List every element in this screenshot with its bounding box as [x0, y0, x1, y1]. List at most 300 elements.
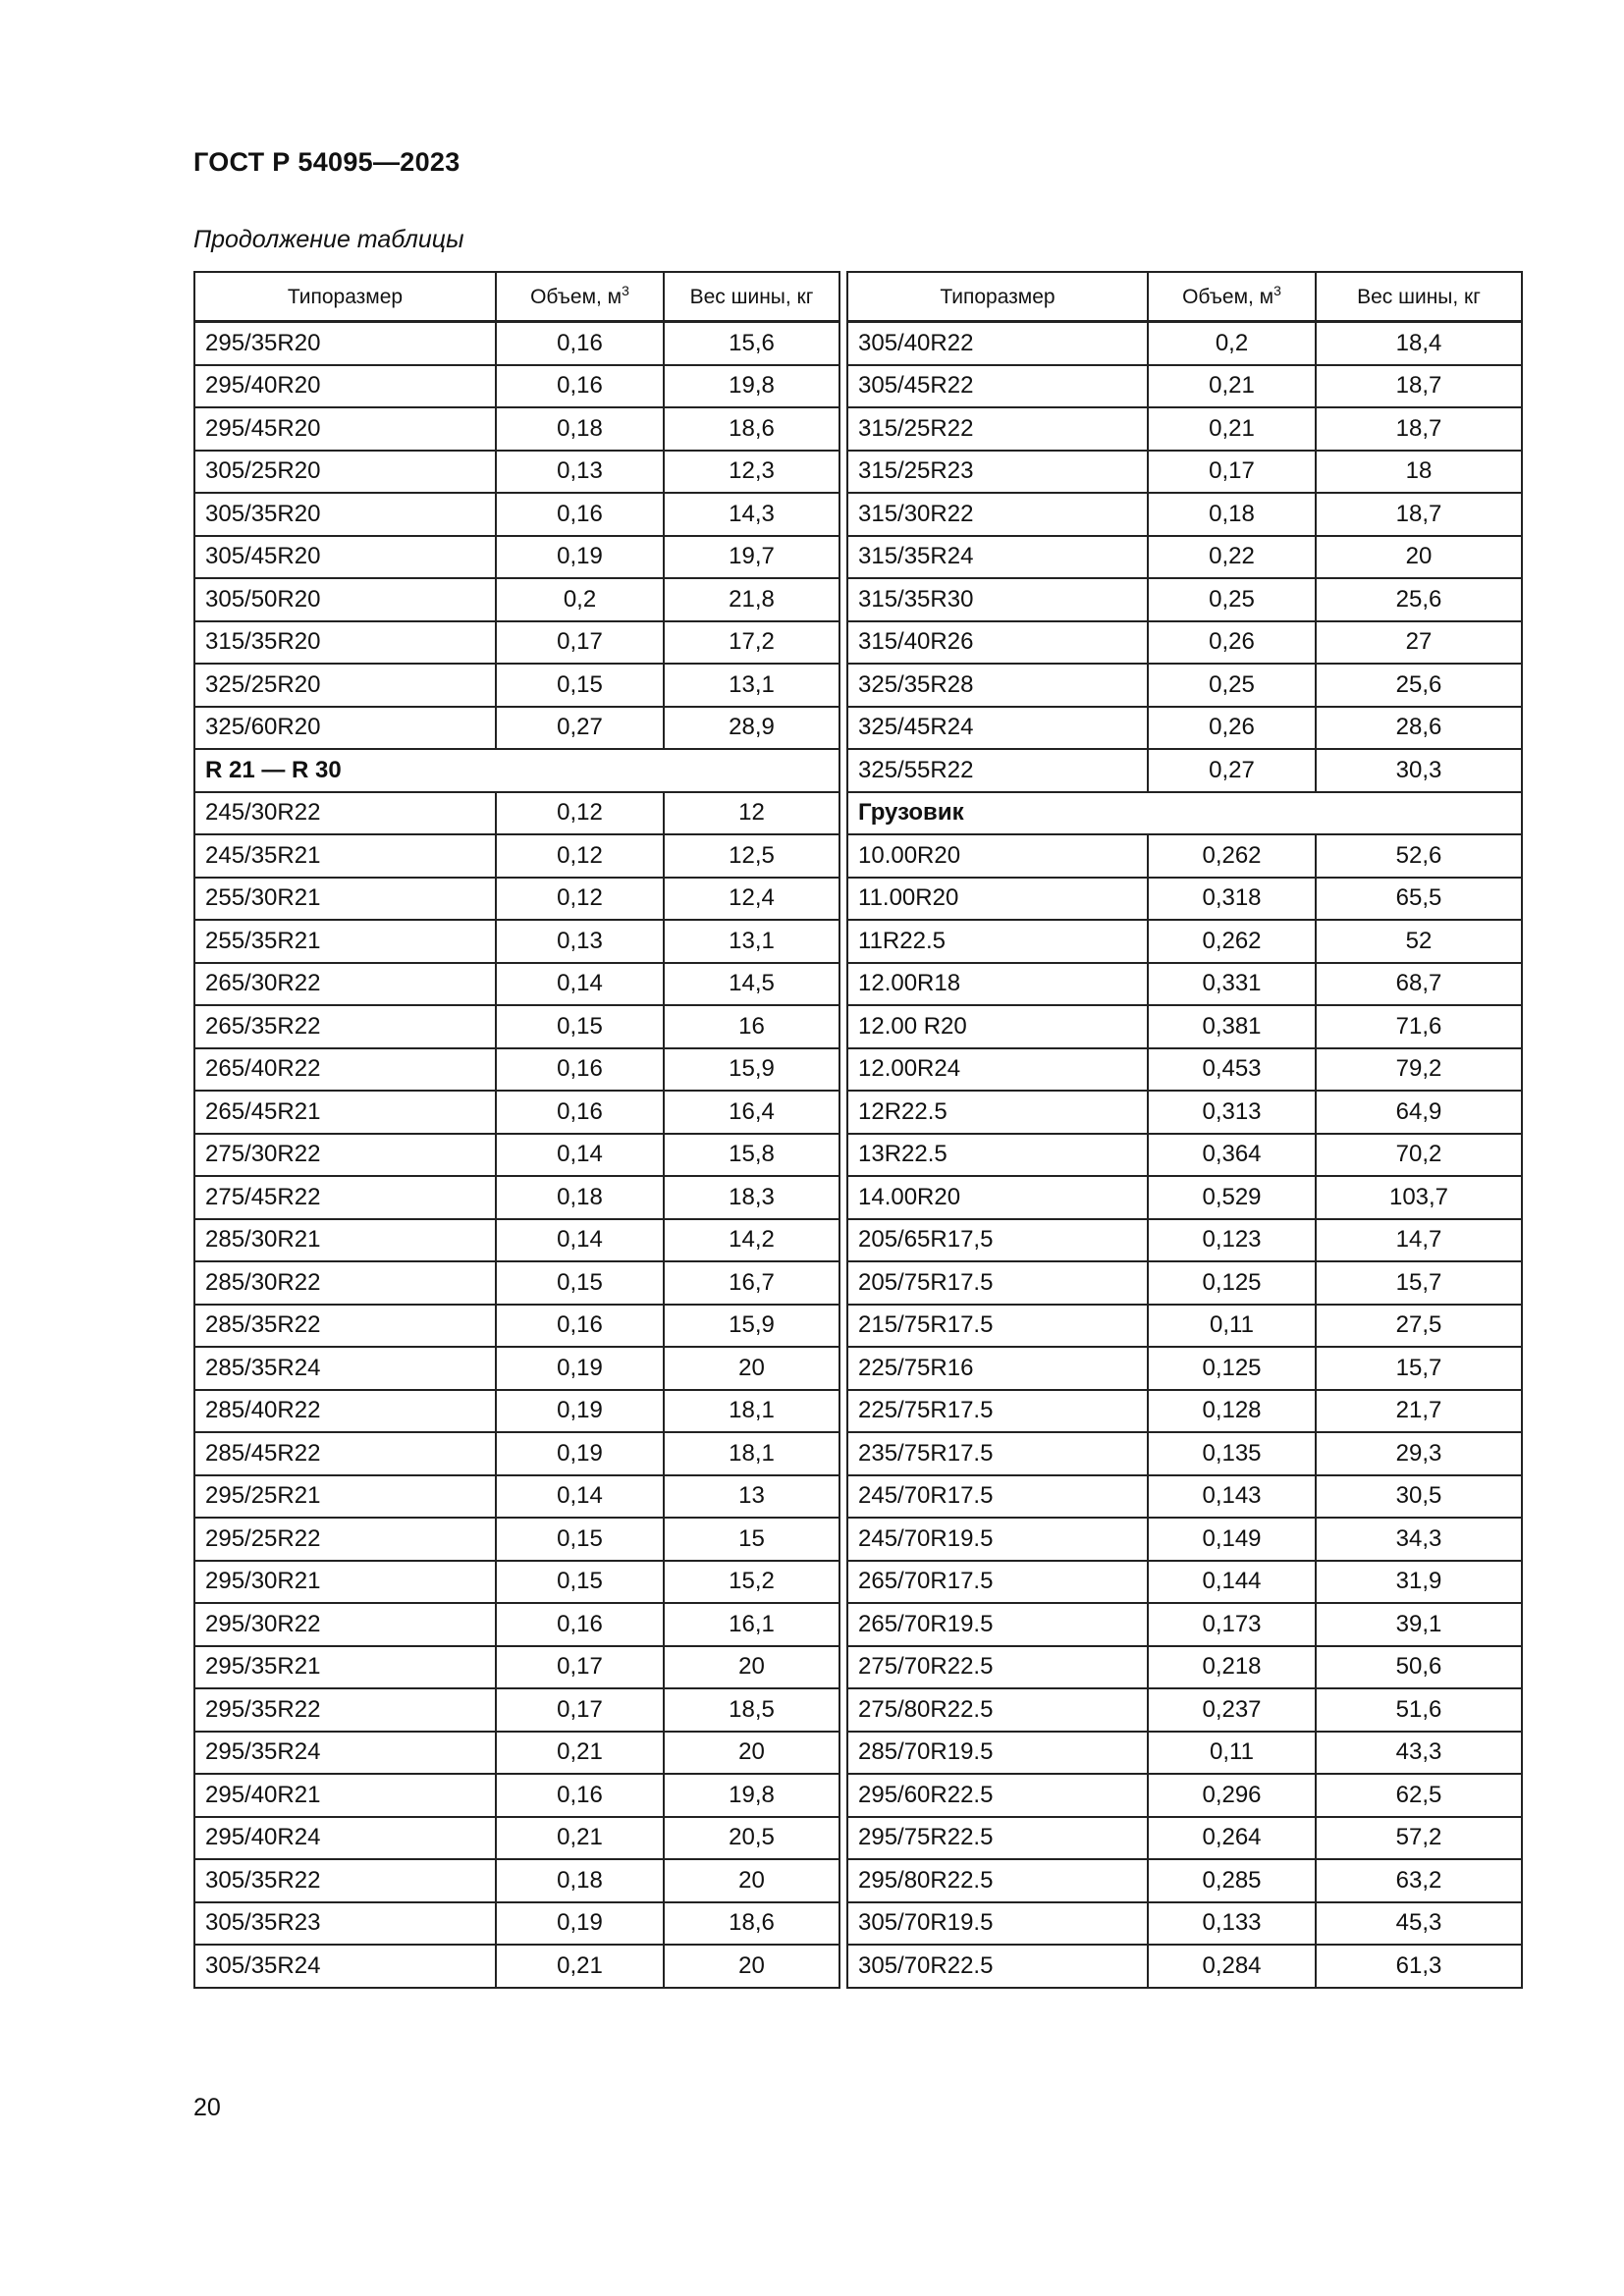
- cell-size: 265/30R22: [194, 963, 496, 1006]
- cell-weight: 12,5: [664, 834, 839, 878]
- cell-volume: 0,19: [496, 1432, 664, 1475]
- cell-volume: 0,25: [1148, 664, 1316, 707]
- cell-weight: 50,6: [1316, 1646, 1522, 1689]
- cell-volume: 0,296: [1148, 1774, 1316, 1817]
- table-row: [847, 1688, 1522, 1732]
- table-row: [194, 1261, 839, 1305]
- cell-size: 315/35R30: [847, 578, 1148, 621]
- cell-volume: 0,144: [1148, 1561, 1316, 1604]
- cell-weight: 19,7: [664, 536, 839, 579]
- table-row: [194, 1561, 839, 1604]
- cell-size: 295/40R21: [194, 1774, 496, 1817]
- table-header-row: [194, 272, 839, 322]
- cell-size: 305/70R19.5: [847, 1902, 1148, 1946]
- table-row: [194, 1603, 839, 1646]
- section-label: R 21 — R 30: [194, 749, 839, 792]
- cell-size: 325/55R22: [847, 749, 1148, 792]
- cell-weight: 20: [664, 1732, 839, 1775]
- cell-size: 295/25R22: [194, 1518, 496, 1561]
- cell-size: 325/35R28: [847, 664, 1148, 707]
- cell-size: 305/25R20: [194, 451, 496, 494]
- cell-volume: 0,173: [1148, 1603, 1316, 1646]
- cell-volume: 0,19: [496, 1390, 664, 1433]
- cell-volume: 0,318: [1148, 878, 1316, 921]
- table-row: [847, 1134, 1522, 1177]
- cell-volume: 0,21: [496, 1817, 664, 1860]
- table-row: [194, 1817, 839, 1860]
- cell-size: 305/70R22.5: [847, 1945, 1148, 1988]
- cell-weight: 20: [664, 1859, 839, 1902]
- cell-size: 255/30R21: [194, 878, 496, 921]
- cell-weight: 29,3: [1316, 1432, 1522, 1475]
- cell-size: 295/40R20: [194, 365, 496, 408]
- cell-size: 325/25R20: [194, 664, 496, 707]
- cell-size: 305/35R23: [194, 1902, 496, 1946]
- table-row: [847, 1817, 1522, 1860]
- cell-size: 215/75R17.5: [847, 1305, 1148, 1348]
- cell-volume: 0,2: [496, 578, 664, 621]
- cell-volume: 0,15: [496, 1005, 664, 1048]
- cell-volume: 0,264: [1148, 1817, 1316, 1860]
- cell-size: 275/45R22: [194, 1176, 496, 1219]
- cell-volume: 0,22: [1148, 536, 1316, 579]
- cell-size: 275/70R22.5: [847, 1646, 1148, 1689]
- cell-weight: 14,3: [664, 493, 839, 536]
- table-row: [194, 1305, 839, 1348]
- table-row: [847, 1261, 1522, 1305]
- cell-size: 305/35R24: [194, 1945, 496, 1988]
- cell-size: 295/80R22.5: [847, 1859, 1148, 1902]
- table-row: [847, 1859, 1522, 1902]
- column-header-volume: Объем, $м^3$: [1148, 272, 1316, 322]
- cell-weight: 19,8: [664, 365, 839, 408]
- cell-size: 205/75R17.5: [847, 1261, 1148, 1305]
- column-header-size: Типоразмер: [194, 272, 496, 322]
- cell-size: 245/35R21: [194, 834, 496, 878]
- cell-weight: 30,5: [1316, 1475, 1522, 1519]
- cell-size: 11.00R20: [847, 878, 1148, 921]
- cell-volume: 0,26: [1148, 707, 1316, 750]
- cell-weight: 15,6: [664, 322, 839, 365]
- cell-size: 265/35R22: [194, 1005, 496, 1048]
- cell-weight: 18,1: [664, 1390, 839, 1433]
- cell-volume: 0,262: [1148, 920, 1316, 963]
- table-row: [847, 963, 1522, 1006]
- tire-table-left: [193, 271, 840, 1989]
- cell-volume: 0,19: [496, 536, 664, 579]
- cell-volume: 0,21: [1148, 365, 1316, 408]
- cell-weight: 15,8: [664, 1134, 839, 1177]
- cell-size: 265/45R21: [194, 1091, 496, 1134]
- cell-weight: 15,9: [664, 1305, 839, 1348]
- column-header-size: Типоразмер: [847, 272, 1148, 322]
- cell-volume: 0,218: [1148, 1646, 1316, 1689]
- cell-volume: 0,284: [1148, 1945, 1316, 1988]
- table-row: [194, 578, 839, 621]
- cell-size: 295/35R21: [194, 1646, 496, 1689]
- table-continuation-caption: Продолжение таблицы: [193, 226, 464, 253]
- cell-size: 295/75R22.5: [847, 1817, 1148, 1860]
- cell-weight: 18,3: [664, 1176, 839, 1219]
- cell-weight: 18,4: [1316, 322, 1522, 365]
- cell-weight: 57,2: [1316, 1817, 1522, 1860]
- cell-size: 295/30R22: [194, 1603, 496, 1646]
- cell-weight: 12,3: [664, 451, 839, 494]
- table-row: [847, 1646, 1522, 1689]
- cell-volume: 0,13: [496, 920, 664, 963]
- cell-weight: 20: [1316, 536, 1522, 579]
- cell-weight: 79,2: [1316, 1048, 1522, 1092]
- cell-volume: 0,16: [496, 322, 664, 365]
- cell-weight: 62,5: [1316, 1774, 1522, 1817]
- tire-table-right: [846, 271, 1523, 1989]
- cell-weight: 16,1: [664, 1603, 839, 1646]
- cell-weight: 65,5: [1316, 878, 1522, 921]
- table-row: [194, 1902, 839, 1946]
- table-row: [194, 1219, 839, 1262]
- table-row: [194, 707, 839, 750]
- table-row: [847, 1347, 1522, 1390]
- table-row: [847, 1219, 1522, 1262]
- cell-volume: 0,12: [496, 878, 664, 921]
- cell-weight: 18: [1316, 451, 1522, 494]
- table-row: [847, 407, 1522, 451]
- cell-weight: 103,7: [1316, 1176, 1522, 1219]
- table-row: [847, 1390, 1522, 1433]
- cell-weight: 14,5: [664, 963, 839, 1006]
- cell-size: 315/40R26: [847, 621, 1148, 665]
- cell-weight: 34,3: [1316, 1518, 1522, 1561]
- table-row: [847, 621, 1522, 665]
- table-row: [194, 1048, 839, 1092]
- cell-weight: 43,3: [1316, 1732, 1522, 1775]
- cell-size: 285/40R22: [194, 1390, 496, 1433]
- cell-volume: 0,529: [1148, 1176, 1316, 1219]
- cell-volume: 0,237: [1148, 1688, 1316, 1732]
- cell-size: 305/45R22: [847, 365, 1148, 408]
- cell-size: 285/30R21: [194, 1219, 496, 1262]
- cell-volume: 0,14: [496, 963, 664, 1006]
- page-number: 20: [193, 2094, 221, 2121]
- cell-weight: 15,2: [664, 1561, 839, 1604]
- cell-volume: 0,16: [496, 1048, 664, 1092]
- cell-weight: 21,8: [664, 578, 839, 621]
- cell-weight: 18,5: [664, 1688, 839, 1732]
- cell-weight: 13,1: [664, 664, 839, 707]
- cell-size: 305/50R20: [194, 578, 496, 621]
- table-row: [847, 664, 1522, 707]
- cell-volume: 0,21: [1148, 407, 1316, 451]
- cell-weight: 28,9: [664, 707, 839, 750]
- cell-size: 205/65R17,5: [847, 1219, 1148, 1262]
- table-row: [194, 1134, 839, 1177]
- table-row: [847, 1005, 1522, 1048]
- cell-volume: 0,453: [1148, 1048, 1316, 1092]
- cell-size: 315/25R23: [847, 451, 1148, 494]
- table-row: [194, 792, 839, 835]
- table-row: [847, 1432, 1522, 1475]
- cell-volume: 0,313: [1148, 1091, 1316, 1134]
- cell-volume: 0,15: [496, 1561, 664, 1604]
- table-row: [847, 749, 1522, 792]
- cell-size: 255/35R21: [194, 920, 496, 963]
- cell-volume: 0,17: [496, 621, 664, 665]
- cell-size: 295/45R20: [194, 407, 496, 451]
- cell-volume: 0,18: [496, 407, 664, 451]
- cell-volume: 0,16: [496, 1774, 664, 1817]
- cell-size: 245/30R22: [194, 792, 496, 835]
- table-row: [847, 1091, 1522, 1134]
- cell-size: 315/35R24: [847, 536, 1148, 579]
- cell-volume: 0,26: [1148, 621, 1316, 665]
- cell-volume: 0,19: [496, 1902, 664, 1946]
- cell-volume: 0,16: [496, 1305, 664, 1348]
- cell-weight: 13,1: [664, 920, 839, 963]
- table-row: [194, 1176, 839, 1219]
- cell-size: 12.00R18: [847, 963, 1148, 1006]
- table-header-row: [847, 272, 1522, 322]
- cell-weight: 39,1: [1316, 1603, 1522, 1646]
- cell-weight: 14,7: [1316, 1219, 1522, 1262]
- table-row: [194, 621, 839, 665]
- cell-weight: 21,7: [1316, 1390, 1522, 1433]
- cell-volume: 0,17: [496, 1688, 664, 1732]
- cell-volume: 0,15: [496, 1518, 664, 1561]
- table-body-right: [847, 322, 1522, 1988]
- cell-weight: 25,6: [1316, 578, 1522, 621]
- cell-size: 265/70R19.5: [847, 1603, 1148, 1646]
- table-row: [194, 1688, 839, 1732]
- table-row: [194, 834, 839, 878]
- cell-size: 265/40R22: [194, 1048, 496, 1092]
- cell-volume: 0,285: [1148, 1859, 1316, 1902]
- cell-volume: 0,364: [1148, 1134, 1316, 1177]
- cell-weight: 16: [664, 1005, 839, 1048]
- cell-volume: 0,17: [496, 1646, 664, 1689]
- cell-volume: 0,12: [496, 834, 664, 878]
- table-row: [194, 878, 839, 921]
- cell-weight: 28,6: [1316, 707, 1522, 750]
- cell-size: 295/30R21: [194, 1561, 496, 1604]
- cell-size: 325/45R24: [847, 707, 1148, 750]
- cell-weight: 68,7: [1316, 963, 1522, 1006]
- cell-weight: 27,5: [1316, 1305, 1522, 1348]
- cell-weight: 12,4: [664, 878, 839, 921]
- table-row: [194, 536, 839, 579]
- table-row: [194, 963, 839, 1006]
- column-header-weight: Вес шины, кг: [664, 272, 839, 322]
- cell-weight: 27: [1316, 621, 1522, 665]
- table-row: [847, 707, 1522, 750]
- cell-size: 285/35R24: [194, 1347, 496, 1390]
- cell-weight: 15,7: [1316, 1347, 1522, 1390]
- table-row: [847, 1945, 1522, 1988]
- cell-weight: 12: [664, 792, 839, 835]
- cell-size: 11R22.5: [847, 920, 1148, 963]
- cell-weight: 18,6: [664, 1902, 839, 1946]
- cell-weight: 18,7: [1316, 407, 1522, 451]
- cell-volume: 0,125: [1148, 1261, 1316, 1305]
- cell-weight: 20: [664, 1347, 839, 1390]
- cell-weight: 25,6: [1316, 664, 1522, 707]
- cell-size: 13R22.5: [847, 1134, 1148, 1177]
- table-row: [194, 1774, 839, 1817]
- cell-size: 235/75R17.5: [847, 1432, 1148, 1475]
- cell-weight: 20: [664, 1646, 839, 1689]
- cell-size: 325/60R20: [194, 707, 496, 750]
- document-header: ГОСТ Р 54095—2023: [193, 147, 460, 177]
- section-row: [194, 749, 839, 792]
- cell-volume: 0,123: [1148, 1219, 1316, 1262]
- cell-volume: 0,12: [496, 792, 664, 835]
- cell-size: 12R22.5: [847, 1091, 1148, 1134]
- cell-volume: 0,14: [496, 1219, 664, 1262]
- cell-volume: 0,149: [1148, 1518, 1316, 1561]
- table-row: [194, 664, 839, 707]
- cell-size: 295/60R22.5: [847, 1774, 1148, 1817]
- cell-size: 315/35R20: [194, 621, 496, 665]
- cell-volume: 0,14: [496, 1134, 664, 1177]
- column-header-volume: Объем, $м^3$: [496, 272, 664, 322]
- table-row: [194, 1646, 839, 1689]
- cell-volume: 0,125: [1148, 1347, 1316, 1390]
- cell-weight: 13: [664, 1475, 839, 1519]
- cell-weight: 18,6: [664, 407, 839, 451]
- cell-weight: 52,6: [1316, 834, 1522, 878]
- table-row: [194, 1432, 839, 1475]
- cell-volume: 0,18: [496, 1176, 664, 1219]
- cell-size: 295/35R22: [194, 1688, 496, 1732]
- cell-volume: 0,14: [496, 1475, 664, 1519]
- table-row: [847, 451, 1522, 494]
- table-row: [847, 493, 1522, 536]
- cell-weight: 52: [1316, 920, 1522, 963]
- cell-weight: 17,2: [664, 621, 839, 665]
- table-row: [847, 1518, 1522, 1561]
- table-row: [847, 1732, 1522, 1775]
- cell-volume: 0,15: [496, 664, 664, 707]
- cell-weight: 30,3: [1316, 749, 1522, 792]
- table-body-left: [194, 322, 839, 1988]
- table-row: [194, 1390, 839, 1433]
- cell-size: 275/80R22.5: [847, 1688, 1148, 1732]
- table-row: [847, 536, 1522, 579]
- cell-size: 225/75R16: [847, 1347, 1148, 1390]
- cell-volume: 0,143: [1148, 1475, 1316, 1519]
- cell-size: 12.00 R20: [847, 1005, 1148, 1048]
- cell-weight: 45,3: [1316, 1902, 1522, 1946]
- cell-size: 295/35R24: [194, 1732, 496, 1775]
- table-row: [194, 1945, 839, 1988]
- section-row: [847, 792, 1522, 835]
- cell-volume: 0,135: [1148, 1432, 1316, 1475]
- cell-size: 10.00R20: [847, 834, 1148, 878]
- cell-size: 285/70R19.5: [847, 1732, 1148, 1775]
- cell-weight: 15,9: [664, 1048, 839, 1092]
- cell-weight: 71,6: [1316, 1005, 1522, 1048]
- cell-size: 315/30R22: [847, 493, 1148, 536]
- cell-size: 275/30R22: [194, 1134, 496, 1177]
- cell-volume: 0,331: [1148, 963, 1316, 1006]
- cell-size: 265/70R17.5: [847, 1561, 1148, 1604]
- cell-volume: 0,16: [496, 493, 664, 536]
- cell-weight: 64,9: [1316, 1091, 1522, 1134]
- cell-volume: 0,21: [496, 1945, 664, 1988]
- cell-volume: 0,21: [496, 1732, 664, 1775]
- table-row: [194, 493, 839, 536]
- table-row: [847, 878, 1522, 921]
- cell-weight: 16,4: [664, 1091, 839, 1134]
- table-row: [194, 1347, 839, 1390]
- cell-size: 285/45R22: [194, 1432, 496, 1475]
- cell-weight: 20: [664, 1945, 839, 1988]
- table-row: [194, 1518, 839, 1561]
- table-row: [847, 322, 1522, 365]
- cell-size: 225/75R17.5: [847, 1390, 1148, 1433]
- table-row: [847, 1176, 1522, 1219]
- cell-size: 295/35R20: [194, 322, 496, 365]
- table-row: [847, 1774, 1522, 1817]
- cell-volume: 0,13: [496, 451, 664, 494]
- cell-size: 305/35R20: [194, 493, 496, 536]
- cell-weight: 31,9: [1316, 1561, 1522, 1604]
- tire-tables: [193, 271, 1519, 1989]
- cell-volume: 0,2: [1148, 322, 1316, 365]
- table-row: [194, 920, 839, 963]
- cell-size: 245/70R19.5: [847, 1518, 1148, 1561]
- cell-size: 305/45R20: [194, 536, 496, 579]
- table-row: [194, 1859, 839, 1902]
- cell-volume: 0,25: [1148, 578, 1316, 621]
- cell-size: 295/40R24: [194, 1817, 496, 1860]
- cell-size: 285/30R22: [194, 1261, 496, 1305]
- table-row: [847, 834, 1522, 878]
- cell-weight: 15,7: [1316, 1261, 1522, 1305]
- cell-volume: 0,16: [496, 1603, 664, 1646]
- cell-weight: 20,5: [664, 1817, 839, 1860]
- cell-weight: 18,7: [1316, 365, 1522, 408]
- cell-weight: 18,1: [664, 1432, 839, 1475]
- table-row: [194, 365, 839, 408]
- cell-weight: 19,8: [664, 1774, 839, 1817]
- table-row: [194, 1732, 839, 1775]
- table-row: [847, 1561, 1522, 1604]
- cell-volume: 0,18: [496, 1859, 664, 1902]
- cell-size: 285/35R22: [194, 1305, 496, 1348]
- table-row: [847, 1603, 1522, 1646]
- table-row: [847, 1475, 1522, 1519]
- table-row: [847, 1902, 1522, 1946]
- cell-weight: 61,3: [1316, 1945, 1522, 1988]
- cell-size: 245/70R17.5: [847, 1475, 1148, 1519]
- cell-weight: 70,2: [1316, 1134, 1522, 1177]
- cell-volume: 0,18: [1148, 493, 1316, 536]
- table-row: [194, 407, 839, 451]
- table-row: [194, 1091, 839, 1134]
- cell-size: 305/40R22: [847, 322, 1148, 365]
- cell-volume: 0,16: [496, 1091, 664, 1134]
- cell-weight: 14,2: [664, 1219, 839, 1262]
- cell-size: 12.00R24: [847, 1048, 1148, 1092]
- cell-size: 315/25R22: [847, 407, 1148, 451]
- cell-volume: 0,262: [1148, 834, 1316, 878]
- cell-volume: 0,17: [1148, 451, 1316, 494]
- cell-volume: 0,11: [1148, 1732, 1316, 1775]
- table-row: [194, 322, 839, 365]
- cell-weight: 51,6: [1316, 1688, 1522, 1732]
- cell-volume: 0,15: [496, 1261, 664, 1305]
- table-row: [194, 1475, 839, 1519]
